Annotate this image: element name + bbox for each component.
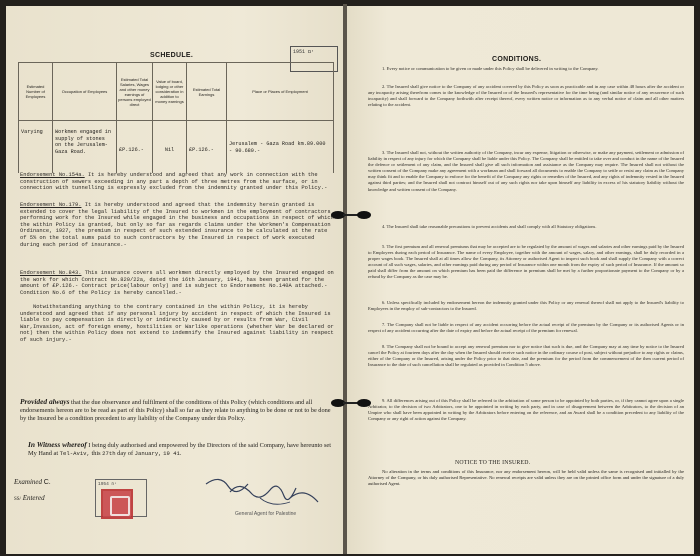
witness-text-2: this: [89, 450, 101, 457]
schedule-stamp: 1951 ים: [290, 46, 338, 72]
examined-text: Examined: [14, 478, 42, 486]
binder-punch-bottom: [331, 396, 371, 410]
endorsement-label: Endorsement No.179.: [20, 202, 82, 208]
condition-text: 8. The Company shall not be bound to accept any renewal premium nor to give notice that such is due, and the Company may at any time by notice to the Insured cancel the Policy at fourteen days after the day when the Insured should receive such notice in the ordinary course of post, subject without prejudice to any rights or claims, either of the Company or the Insured, arising under the Policy prior to that date, and the premium for the period from the commencement of the then current period of Insurance to the date of such cancellation shall be regulated as provided in Condition 5 above.: [368, 344, 684, 368]
schedule-title: SCHEDULE.: [150, 52, 194, 59]
notice-title: NOTICE TO THE INSURED.: [455, 460, 531, 466]
endorsement-179: [20, 202, 336, 248]
notice-paragraph: No alteration in the terms and conditions of this Insurance, nor any endorsement hereon, will be held valid unless the same is recognised and initialled by the Attorney of the Company, or his duly authorised Representative. No renewal receipts are valid unless they are on the printed office form and under the signature of a duly authorised Agent.: [368, 469, 684, 487]
notice-text: [368, 469, 684, 487]
condition-2: [368, 84, 684, 108]
condition-text: 6. Unless specifically included by endorsement hereon the indemnity granted under this Policy or any renewal thereof shall not apply to the Insured's liability to Employees in the employ of sub-contractors to the Insured.: [368, 300, 684, 312]
provided-text: that the due observance and fulfilment of the conditions of this Policy (which conditions and all endorsements hereon are to be read as part of this Policy) shall so far as they relate to anything to be done or not to be done by the Insured be a condition precedent to any liability of the Company under this Policy.: [20, 399, 331, 423]
endorsement-label: Endorsement No.843.: [20, 270, 82, 276]
condition-3: [368, 150, 684, 193]
col-place: Place or Places of Employment: [227, 63, 334, 121]
endorsement-text: This insurance covers all workmen directly employed by the Insured engaged on the work for which Contract No.820/22a, dated the 16th January, 1941, has been granted for the amount of £P.126.- Contract price(labour only) and is subject to Endorsement No.140A attached.- Condition No.6 of the Policy is hereby cancelled.-: [20, 270, 338, 296]
col-salaries: Estimated Total Salaries, Wages and other money earnings of persons employed direct: [117, 63, 153, 121]
condition-5: [368, 244, 684, 281]
cell-total: £P.126.-: [187, 121, 227, 173]
condition-text: 5. The first premium and all renewal premiums that may be accepted are to be regulated by the amount of wages and salaries and other earnings paid by the Insured to Employees during each period of Insurance. The name of every Employee, together with the amount of wages, salary, and other earnings, shall be duly recorded in a proper wages book. The Insured shall at all times allow the Company, its Attorney or authorised Agent to inspect such book and shall supply the Company with a correct account of all such wages, salaries, and other earnings paid during any period of Insurance within one month from the expiry of such period of Insurance. If the amount so paid shall differ from the amount on which premium has been paid the difference in premium shall be met by a further proportionate payment to the Company or by a refund by the Company as the case may be.: [368, 244, 684, 280]
condition-text: 2. The Insured shall give notice to the Company of any accident covered by this Policy as soon as practicable and in any case within 48 hours after the accident or any incapacity arising therefrom comes to the knowledge of the Insured or of the Insured's representative for the time being (and similar notice of any recurrence of such incapacity) and shall forward to the Company forthwith after receipt thereof, every written notice or information as to any verbal notice of claim and all other matters relating to the accident.: [368, 84, 684, 108]
provided-lead: Provided always: [20, 397, 70, 406]
endorsement-text: It is hereby understood and agreed that the indemnity herein granted is extended to cover the legal liability of the Insured to workmen in the employment of contractors performing work for the Insured while engaged in the business and occupations in respect of which the within Policy is granted, but only so far as regards claims under the Workmen's Compensation Ordinance, 1927, the premium in respect of such extended insurance to be calculated at the rate of 5% on the total sums paid to such contractors by the Insured in respect of work executed during each period of insurance.-: [20, 202, 338, 248]
condition-6: [368, 300, 684, 312]
witness-text-1: I being duly authorised and empowered by the Directors of the said Company, have hereunto set My Hand at: [28, 442, 331, 457]
witness-month: January,: [134, 450, 162, 457]
col-employees: Estimated Number of Employees: [19, 63, 53, 121]
witness-place: Tel-Aviv,: [59, 450, 90, 457]
condition-8: [368, 344, 684, 368]
witness-text-3: day of: [115, 450, 134, 457]
revenue-stamp-box: 1954 יח: [95, 479, 147, 517]
cell-salaries: £P.126.-: [117, 121, 153, 173]
entered-mark: SS/: [14, 497, 21, 502]
cell-occupation: Workmen engaged in supply of stones on the Jerusalem-Gaza Road.: [53, 121, 117, 173]
signature: [200, 472, 330, 512]
examined-mark: C.: [43, 479, 51, 486]
condition-text: 1. Every notice or communication to be given or made under this Policy shall be delivered in writing to the Company.: [382, 66, 599, 71]
condition-text: 3. The Insured shall not, without the written authority of the Company, incur any expense, litigation or otherwise, or make any payment, settlement or admission of liability in respect of any injury for which the Company shall be liable under this Policy. The Company shall be entitled to take over and conduct in the name of the Insured the defence or settlement of any claim, and the Insured shall give all such information and assistance as the Company may require. The Insured shall not without the written consent of the Company make any agreement with a workman and shall forward all documents to enable the Company to settle or resist any claim as the Company may think fit and to enable the Company to enforce for the benefit of the Company any rights or remedies of the Insured, and any rights of indemnity vested in the Insured against third parties; and the Insured shall not contract himself out of any such rights nor take upon himself any liability in excess of his statutory liability without the knowledge and written consent of the Company.: [368, 150, 684, 192]
condition-4: [368, 224, 684, 230]
condition-9: [368, 398, 684, 422]
red-revenue-stamp: [101, 489, 133, 519]
book-spine: [343, 4, 347, 554]
witness-year-end: .: [179, 450, 182, 457]
endorsement-war-exclusion: Notwithstanding anything to the contrary contained in the within Policy, it is hereby understood and agreed that if any personal injury by accident in respect of which the Insured is liable to pay compensation is directly or indirectly caused by or results from War, Civil War,Invasion, act of foreign enemy, hostilities or Warlike operations (whether War be declared or not) then the within Policy does not extend to indemnify the Insured against liability in respect of such injury.-: [20, 304, 338, 343]
examined-label: [14, 478, 51, 486]
condition-text: 4. The Insured shall take reasonable precautions to prevent accidents and shall comply with all Statutory obligations.: [382, 224, 597, 229]
cell-board: Nil: [153, 121, 187, 173]
cell-employees: Varying: [19, 121, 53, 173]
col-total: Estimated Total Earnings: [187, 63, 227, 121]
endorsement-text: It is hereby understood and agreed that any work in connection with the construction of sewers exceeding in any part a depth of three metres from the surface, or in connection with tunnelling is expressly excluded from the indemnity granted under this Policy.-: [20, 172, 328, 192]
condition-text: 9. All differences arising out of this Policy shall be referred to the arbitration of some person to be appointed by both parties, or, if they cannot agree upon a single Arbitrator, to the decision of two Arbitrators, one to be appointed in writing by each party, and in case of disagreement between the Arbitrators, to the decision of an Umpire who shall have been appointed in writing by the Arbitrators before entering on the reference, and an Award shall be a condition precedent to any liability of the Company or any right of action against the Company.: [368, 398, 684, 422]
witness-year: 19 41: [163, 450, 180, 457]
endorsement-154a: [20, 172, 336, 192]
witness-clause: [28, 441, 336, 458]
table-row: [19, 121, 334, 173]
col-occupation: Occupation of Employees: [53, 63, 117, 121]
signature-caption: General Agent for Palestine: [235, 511, 297, 517]
condition-text: 7. The Company shall not be liable in respect of any accident occurring before the actual receipt of the premium by the Company or its authorised Agents or in respect of any accident occurring after the date of expiry and before the actual receipt of the premium for renewal.: [368, 322, 684, 334]
endorsement-label: Endorsement No.154a.: [20, 172, 85, 178]
entered-text: Entered: [22, 494, 45, 502]
provided-clause: [20, 398, 336, 424]
schedule-header-row: [19, 63, 334, 121]
conditions-title: CONDITIONS.: [492, 56, 542, 63]
condition-1: [368, 66, 684, 72]
cell-place: Jerusalem - Gaza Road km.89.000 - 90.680.-: [227, 121, 334, 173]
witness-day: 27th: [102, 450, 116, 457]
condition-7: [368, 322, 684, 334]
entered-label: [14, 494, 45, 502]
witness-lead: In Witness whereof: [28, 440, 87, 449]
endorsement-843: [20, 270, 336, 296]
schedule-table: [18, 62, 334, 173]
col-board: Value of board, lodging or other consideration in addition to money earnings: [153, 63, 187, 121]
